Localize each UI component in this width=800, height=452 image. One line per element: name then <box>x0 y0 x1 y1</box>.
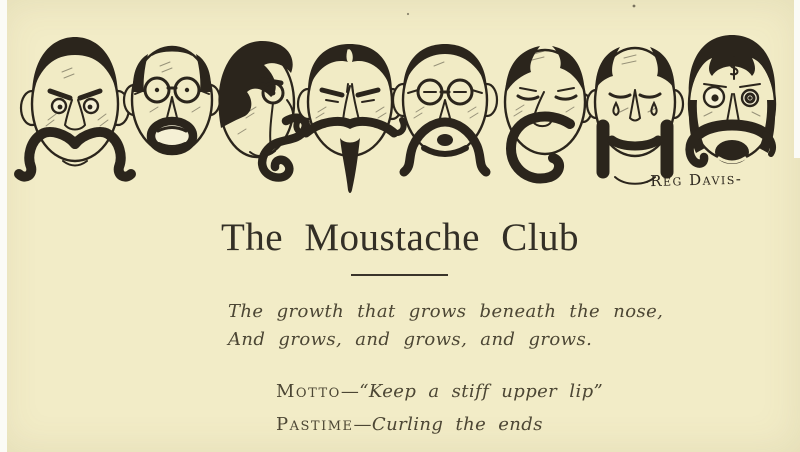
motto-dash: — <box>340 381 360 402</box>
ink-speck <box>407 13 409 15</box>
motto-line <box>276 381 603 402</box>
motto-text: “Keep a stiff upper lip” <box>359 381 604 402</box>
pastime-line <box>276 414 543 435</box>
motto-label: Motto <box>276 381 341 402</box>
title-divider <box>351 274 448 276</box>
poem-line-2: And grows, and grows, and grows. <box>228 329 593 350</box>
face-letter-h <box>587 47 683 184</box>
pastime-text: Curling the ends <box>371 414 543 435</box>
face-letter-m <box>19 37 131 177</box>
face-letter-a <box>393 44 497 172</box>
face-letter-e <box>689 35 776 164</box>
face-letter-o <box>124 46 220 153</box>
artist-signature: -Reg Davis- <box>643 169 743 191</box>
goatee-t-stem <box>340 138 360 193</box>
face-letter-us <box>218 41 305 178</box>
poem-line-1: The growth that grows beneath the nose, <box>228 301 664 322</box>
open-mouth <box>437 134 453 146</box>
face-letter-t <box>296 44 403 193</box>
pastime-label: Pastime <box>276 414 354 435</box>
face-letter-c <box>505 46 592 179</box>
page-title: The Moustache Club <box>220 216 580 259</box>
pastime-dash: — <box>353 414 372 435</box>
open-mouth <box>715 140 749 164</box>
ink-speck <box>633 5 636 8</box>
